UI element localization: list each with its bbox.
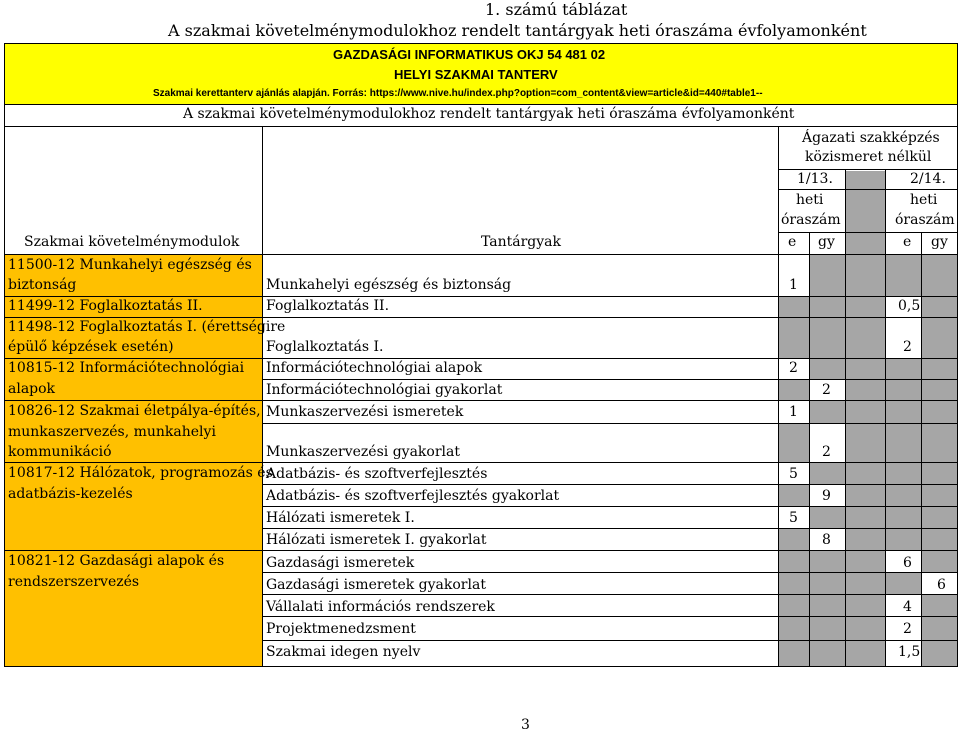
module-name: alapok: [8, 381, 56, 397]
subject-name: Foglalkoztatás II.: [266, 298, 390, 314]
subject-name: Információtechnológiai alapok: [266, 360, 483, 376]
empty-cell: [810, 318, 845, 358]
grid-line: [4, 254, 958, 255]
grid-line: [778, 232, 958, 233]
grid-line: [4, 462, 958, 463]
grid-line: [4, 358, 958, 359]
module-name: 10815-12 Információtechnológiai: [8, 360, 245, 376]
module-name: 10817-12 Hálózatok, programozás és: [8, 465, 273, 481]
grid-line: [4, 43, 958, 44]
grid-line: [262, 572, 958, 573]
empty-cell: [810, 297, 845, 317]
grid-line: [262, 594, 958, 595]
module-name: 11498-12 Foglalkoztatás I. (érettségire: [8, 319, 286, 335]
subject-name: Vállalati információs rendszerek: [266, 599, 495, 615]
grid-line: [262, 484, 958, 485]
grid-line: [4, 296, 958, 297]
subject-name: Munkaszervezési gyakorlat: [266, 444, 460, 460]
theory-header-y1: e: [788, 234, 797, 250]
module-name: 10826-12 Szakmai életpálya-építés,: [8, 403, 261, 419]
practice-header-y1: gy: [818, 234, 835, 250]
year1-label: 1/13.: [797, 171, 833, 187]
hours-value: 2: [822, 444, 831, 460]
grid-line: [4, 43, 5, 667]
weekly-label-2: heti: [910, 192, 938, 208]
empty-cell: [810, 401, 845, 423]
hours-value: 2: [903, 621, 912, 637]
module-name: kommunikáció: [8, 444, 112, 460]
empty-cell: [922, 551, 957, 572]
module-name: munkaszervezés, munkahelyi: [8, 424, 216, 440]
page-number: 3: [521, 717, 530, 733]
hours-value: 5: [789, 466, 798, 482]
subject-name: Hálózati ismeretek I. gyakorlat: [266, 532, 487, 548]
module-name: épülő képzések esetén): [8, 339, 174, 355]
subject-name: Információtechnológiai gyakorlat: [266, 382, 503, 398]
subject-name: Hálózati ismeretek I.: [266, 510, 415, 526]
empty-cell: [922, 297, 957, 317]
module-name: biztonság: [8, 277, 77, 293]
hours-value: 2: [789, 360, 798, 376]
subject-name: Gazdasági ismeretek gyakorlat: [266, 577, 486, 593]
grid-line: [778, 126, 779, 667]
hours-value: 4: [903, 599, 912, 615]
grid-line: [957, 43, 958, 667]
hours-value: 1: [789, 277, 798, 293]
empty-cell: [778, 424, 809, 462]
subject-name: Szakmai idegen nyelv: [266, 644, 421, 660]
grid-line: [262, 379, 958, 380]
grid-line: [4, 126, 958, 127]
hours-value: 6: [937, 577, 946, 593]
hours-value: 6: [903, 555, 912, 571]
subject-name: Projektmenedzsment: [266, 621, 416, 637]
empty-cell: [778, 551, 809, 666]
grid-line: [4, 666, 958, 667]
hours-value: 0,5: [898, 298, 921, 314]
grid-line: [778, 189, 958, 190]
sector-training-label: Ágazati szakképzés: [802, 130, 940, 146]
grid-line: [4, 317, 958, 318]
without-general-label: közismeret nélkül: [805, 149, 932, 165]
grid-line: [4, 104, 958, 105]
hours-value: 5: [789, 510, 798, 526]
grid-line: [885, 169, 886, 667]
hours-value: 9: [822, 488, 831, 504]
grid-line: [262, 640, 958, 641]
grid-line: [262, 616, 958, 617]
grid-line: [921, 232, 922, 667]
table-number-title: 1. számú táblázat: [485, 0, 628, 19]
curriculum-title: HELYI SZAKMAI TANTERV: [394, 67, 558, 82]
year2-label: 2/14.: [910, 171, 946, 187]
hours-value: 8: [822, 532, 831, 548]
table-subtitle: A szakmai követelménymodulokhoz rendelt tantárgyak heti óraszáma évfolyamonként: [183, 106, 795, 122]
subject-name: Adatbázis- és szoftverfejlesztés: [266, 466, 488, 482]
subjects-column-header: Tantárgyak: [481, 234, 561, 250]
empty-cell: [810, 551, 845, 666]
hours-value: 1,5: [898, 644, 921, 660]
subject-name: Munkaszervezési ismeretek: [266, 404, 464, 420]
practice-header-y2: gy: [931, 234, 948, 250]
hours-label-1: óraszám: [781, 212, 841, 228]
empty-cell: [778, 318, 809, 358]
grid-line: [262, 126, 263, 667]
subject-name: Adatbázis- és szoftverfejlesztés gyakorlat: [266, 488, 560, 504]
empty-cell: [778, 380, 809, 400]
module-name: adatbázis-kezelés: [8, 486, 133, 502]
grid-line: [4, 400, 958, 401]
empty-cell: [810, 255, 845, 296]
empty-cell: [810, 463, 845, 484]
hours-value: 2: [903, 339, 912, 355]
empty-cell: [922, 318, 957, 358]
subject-name: Munkahelyi egészség és biztonság: [266, 277, 512, 293]
theory-header-y2: e: [903, 234, 912, 250]
hours-label-2: óraszám: [895, 212, 955, 228]
grid-line: [845, 169, 846, 667]
module-name: rendszerszervezés: [8, 574, 140, 590]
hours-value: 2: [822, 382, 831, 398]
source-note: Szakmai kerettanterv ajánlás alapján. Forrás: https://www.nive.hu/index.php?option=com_content&view=article&id=440#table1--: [153, 88, 763, 99]
empty-cell: [886, 573, 921, 594]
grid-line: [262, 528, 958, 529]
program-title: GAZDASÁGI INFORMATIKUS OKJ 54 481 02: [333, 47, 606, 62]
empty-cell: [778, 297, 809, 317]
grid-line: [778, 169, 958, 170]
grid-line: [262, 423, 958, 424]
empty-cell: [922, 595, 957, 666]
modules-column-header: Szakmai követelménymodulok: [24, 234, 240, 250]
subject-name: Gazdasági ismeretek: [266, 555, 415, 571]
module-name: 10821-12 Gazdasági alapok és: [8, 553, 225, 569]
grid-line: [809, 232, 810, 667]
module-name: 11499-12 Foglalkoztatás II.: [8, 298, 203, 314]
subject-name: Foglalkoztatás I.: [266, 339, 384, 355]
grid-line: [4, 550, 958, 551]
empty-cell: [810, 359, 845, 379]
module-name: 11500-12 Munkahelyi egészség és: [8, 257, 252, 273]
grid-line: [262, 506, 958, 507]
empty-cell: [778, 529, 809, 550]
hours-value: 1: [789, 404, 798, 420]
weekly-label-1: heti: [796, 192, 824, 208]
empty-cell: [778, 485, 809, 506]
main-title: A szakmai követelménymodulokhoz rendelt tantárgyak heti óraszáma évfolyamonként: [168, 21, 867, 40]
empty-cell: [810, 507, 845, 528]
